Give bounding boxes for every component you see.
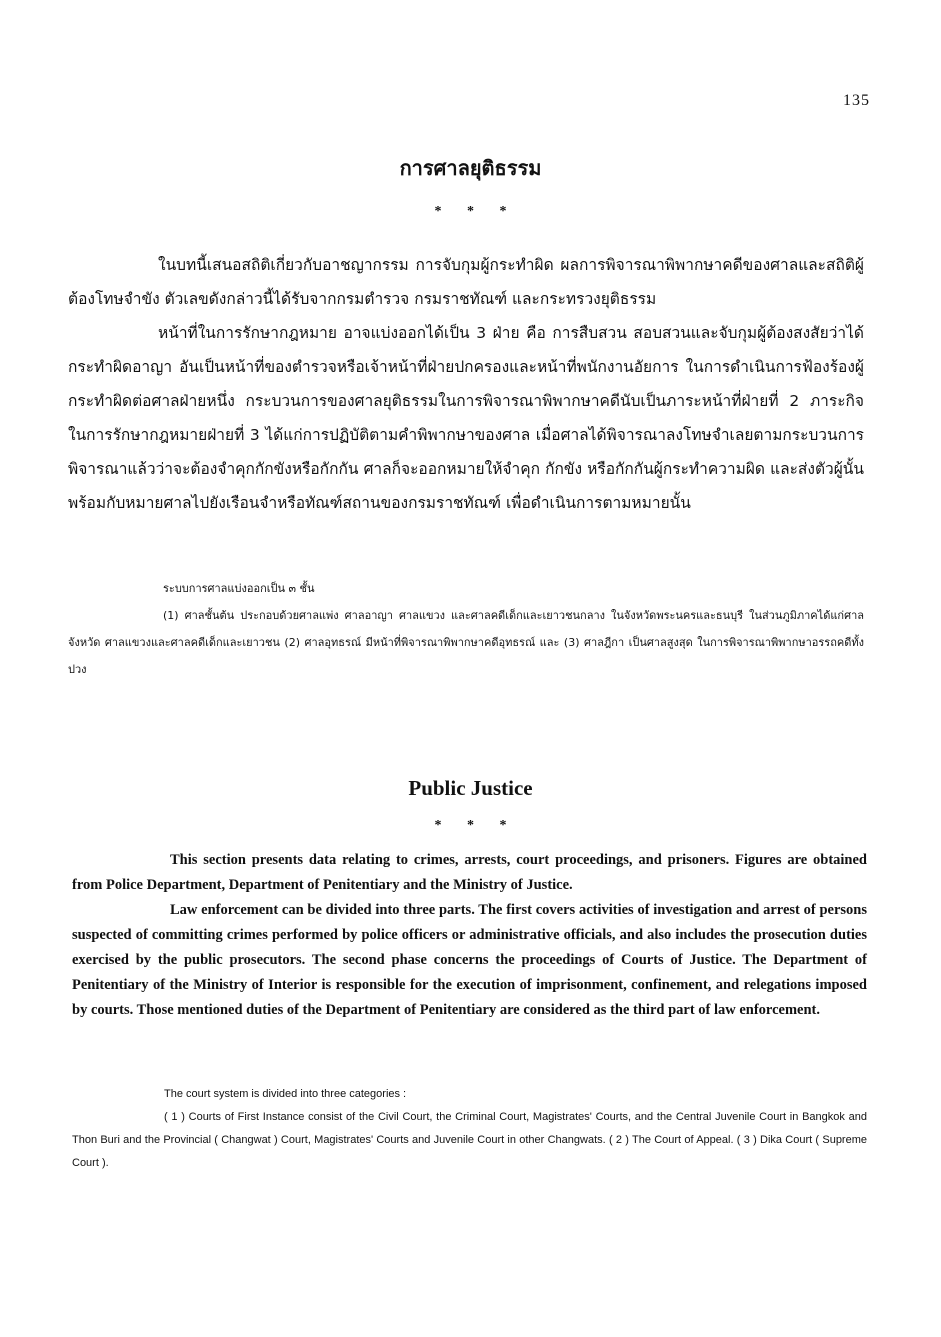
english-note-body: ( 1 ) Courts of First Instance consist of the Civil Court, the Criminal Court, Magistrates' Courts, and the Central Juvenile Court in Bangkok and Thon Buri and the Provincial ( Changwat ) Court, Magistrates' Courts and Juvenile Court in other Changwats. ( 2 ) The Court of Appeal. ( 3 ) Dika Court ( Supreme Court ). [72, 1111, 867, 1169]
english-paragraph: This section presents data relating to crimes, arrests, court proceedings, and prisoners. Figures are obtained from Police Department, Department of Penitentiary and the Ministry of Justice. [72, 852, 867, 893]
thai-section-title: การศาลยุติธรรม [399, 156, 542, 180]
english-section-title: Public Justice [408, 776, 533, 800]
english-note-lead: The court system is divided into three categories : [164, 1088, 407, 1100]
thai-paragraph: หน้าที่ในการรักษากฎหมาย อาจแบ่งออกได้เป็น 3 ฝ่าย คือ การสืบสวน สอบสวนและจับกุมผู้ต้องสงสัยว่าได้กระทำผิดอาญา อันเป็นหน้าที่ของตำรวจหรือเจ้าหน้าที่ฝ่ายปกครองและหน้าที่พนักงานอัยการ ในการดำเนินการฟ้องร้องผู้กระทำผิดต่อศาลฝ่ายหนึ่ง กระบวนการของศาลยุติธรรมในการพิจารณาพิพากษาคดีนับเป็นภาระหน้าที่ฝ่ายที่ 2 ภาระกิจในการรักษากฎหมายฝ่ายที่ 3 ได้แก่การปฏิบัติตามคำพิพากษาของศาล เมื่อศาลได้พิจารณาลงโทษจำเลยตามกระบวนการพิจารณาแล้วว่าจะต้องจำคุกกักขังหรือกักกัน ศาลก็จะออกหมายให้จำคุก กักขัง หรือกักกันผู้กระทำความผิด และส่งตัวผู้นั้นพร้อมกับหมายศาลไปยังเรือนจำหรือทัณฑ์สถานของกรมราชทัณฑ์ เพื่อดำเนินการตามหมายนั้น [68, 324, 864, 512]
thai-divider: * * * [434, 204, 507, 219]
thai-paragraph: ในบทนี้เสนอสถิติเกี่ยวกับอาชญากรรม การจับกุมผู้กระทำผิด ผลการพิจารณาพิพากษาคดีของศาลและสถิติผู้ต้องโทษจำขัง ตัวเลขดังกล่าวนี้ได้รับจากกรมตำรวจ กรมราชทัณฑ์ และกระทรวงยุติธรรม [68, 256, 864, 308]
english-body [72, 848, 867, 1023]
page-number: 135 [843, 92, 870, 109]
thai-court-note [68, 575, 864, 683]
thai-note-body: (1) ศาลชั้นต้น ประกอบด้วยศาลแพ่ง ศาลอาญา ศาลแขวง และศาลคดีเด็กและเยาวชนกลาง ในจังหวัดพระนครและธนบุรี ในส่วนภูมิภาคได้แก่ศาลจังหวัด ศาลแขวงและศาลคดีเด็กและเยาวชน (2) ศาลอุทธรณ์ มีหน้าที่พิจารณาพิพากษาคดีอุทธรณ์ และ (3) ศาลฎีกา เป็นศาลสูงสุด ในการพิจารณาพิพากษาอรรถคดีทั้งปวง [68, 609, 864, 676]
english-court-note [72, 1083, 867, 1175]
english-divider: * * * [434, 818, 507, 833]
thai-note-lead: ระบบการศาลแบ่งออกเป็น ๓ ชั้น [163, 582, 315, 595]
english-paragraph: Law enforcement can be divided into three parts. The first covers activities of investigation and arrest of persons suspected of committing crimes performed by police officers or administrative officials, and also includes the prosecution duties exercised by the public prosecutors. The second phase concerns the proceedings of Courts of Justice. The Department of Penitentiary of the Ministry of Interior is responsible for the execution of imprisonment, confinement, and relegations imposed by courts. Those mentioned duties of the Department of Penitentiary are considered as the third part of law enforcement. [72, 902, 867, 1018]
thai-body [68, 248, 864, 520]
